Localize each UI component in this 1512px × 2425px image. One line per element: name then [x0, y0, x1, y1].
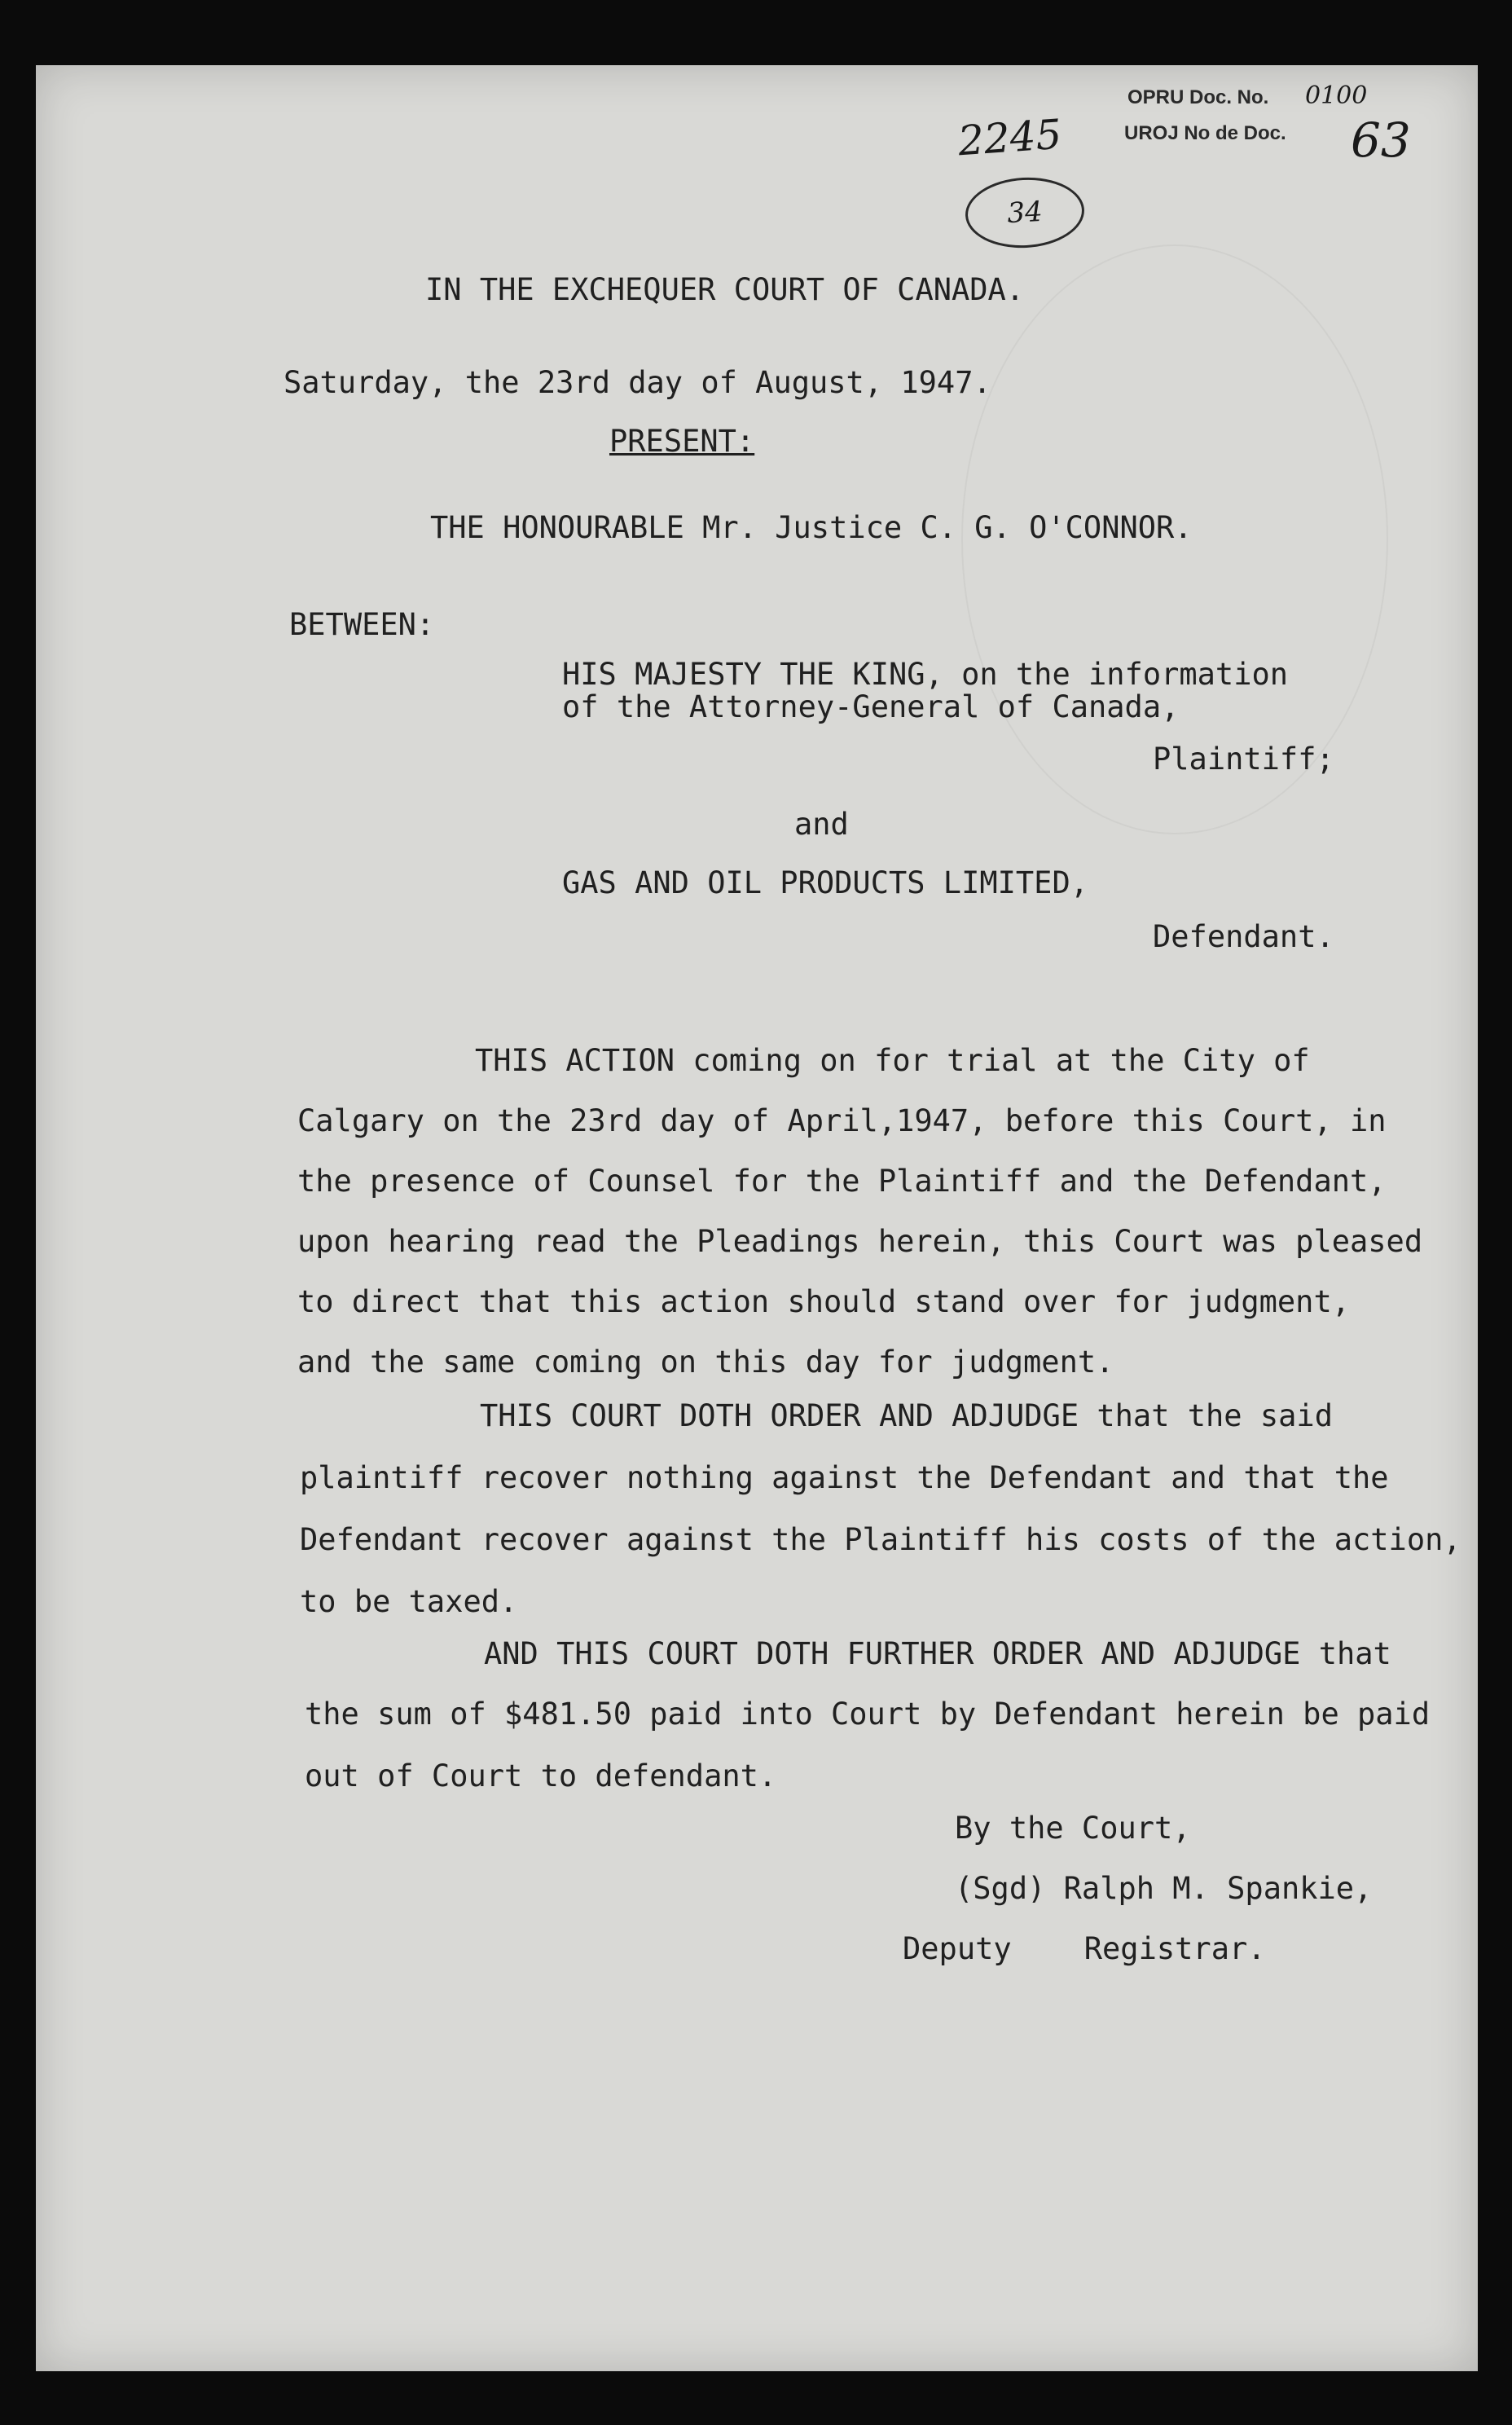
body-line: AND THIS COURT DOTH FURTHER ORDER AND ADJUDGE that	[484, 1636, 1391, 1671]
body-line: out of Court to defendant.	[305, 1758, 777, 1793]
present-heading: PRESENT:	[609, 424, 755, 459]
body-line: to direct that this action should stand over for judgment,	[297, 1284, 1351, 1319]
body-line: the presence of Counsel for the Plaintiff and the Defendant,	[297, 1164, 1387, 1199]
signatory-name: (Sgd) Ralph M. Spankie,	[955, 1871, 1373, 1906]
plaintiff-line-2: of the Attorney-General of Canada,	[562, 689, 1180, 724]
body-line: THIS COURT DOTH ORDER AND ADJUDGE that the said	[480, 1398, 1333, 1433]
justice-line: THE HONOURABLE Mr. Justice C. G. O'CONNOR.	[430, 510, 1193, 545]
body-line: Calgary on the 23rd day of April,1947, before this Court, in	[297, 1103, 1387, 1138]
uroj-doc-label: UROJ No de Doc.	[1124, 122, 1286, 144]
between-heading: BETWEEN:	[289, 607, 435, 642]
body-line: the sum of $481.50 paid into Court by Defendant herein be paid	[305, 1697, 1431, 1732]
plaintiff-line-1: HIS MAJESTY THE KING, on the information	[562, 657, 1289, 692]
defendant-name: GAS AND OIL PRODUCTS LIMITED,	[562, 865, 1089, 900]
by-the-court: By the Court,	[955, 1811, 1191, 1846]
signatory-title: Deputy Registrar.	[903, 1931, 1266, 1966]
plaintiff-role: Plaintiff;	[1153, 742, 1334, 777]
body-line: upon hearing read the Pleadings herein, this Court was pleased	[297, 1224, 1423, 1259]
circled-number: 34	[1006, 195, 1044, 231]
court-title: IN THE EXCHEQUER COURT OF CANADA.	[425, 272, 1025, 307]
order-date: Saturday, the 23rd day of August, 1947.	[284, 365, 991, 400]
body-line: plaintiff recover nothing against the Defendant and that the	[300, 1460, 1389, 1495]
defendant-role: Defendant.	[1153, 919, 1334, 954]
handwritten-number: 2245	[956, 110, 1064, 165]
body-line: and the same coming on this day for judgment.	[297, 1345, 1114, 1380]
opru-doc-number: 0100	[1305, 81, 1368, 110]
body-line: to be taxed.	[300, 1584, 518, 1619]
and-connector: and	[794, 807, 849, 842]
handwritten-page-number: 63	[1351, 112, 1411, 168]
body-line: Defendant recover against the Plaintiff his costs of the action,	[300, 1522, 1461, 1557]
opru-doc-label: OPRU Doc. No.	[1127, 86, 1269, 108]
body-line: THIS ACTION coming on for trial at the City of	[475, 1043, 1310, 1078]
